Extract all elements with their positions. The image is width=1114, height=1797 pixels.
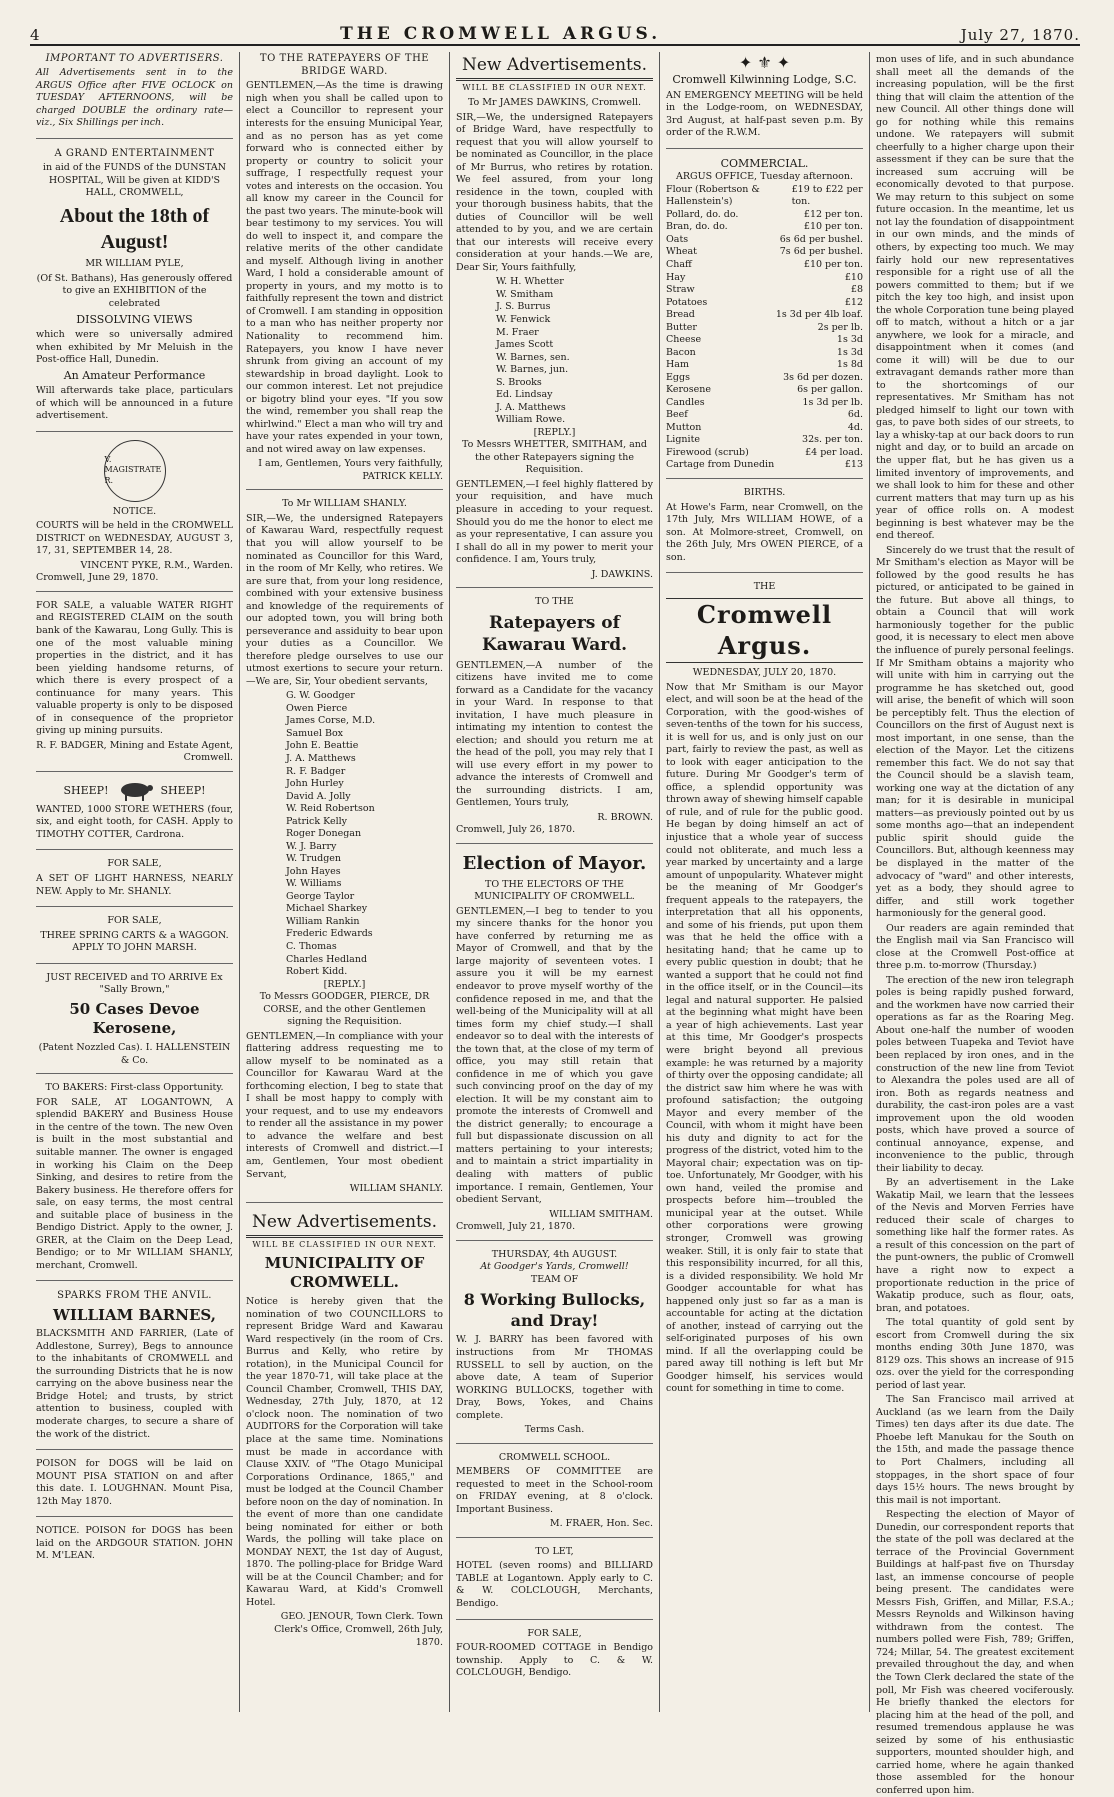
paper-the: THE [753,581,776,593]
poison-notice-2 [36,1525,233,1571]
signatory-name: Robert Kidd. [286,966,348,978]
kawarau-title: Ratepayers of Kawarau Ward. [481,612,628,656]
sheep-header: SHEEP! SHEEP! [36,780,233,802]
commercial-section [666,157,863,479]
price-row [666,297,863,310]
price-value: 4d. [847,421,863,433]
ent-person: MR WILLIAM PYLE, [85,258,184,270]
price-item: Hay [666,271,686,283]
price-item: Butter [666,321,697,333]
lodge-title: Cromwell Kilwinning Lodge, S.C. [672,73,857,87]
sheep-icon [115,780,155,802]
price-row [666,334,863,347]
editorial-continued: mon uses of life, and in such abundance shall meet all the demands of the increasing population, will be the first thing that will claim the attention of the new Council. All other things done will go for nothing while this remains undone. We ratepayers will submit cheerfully to a higher charge upon their assessment if they can be sure that the increased sum accruing will be economically devoted to that purpose. We may return to this subject on some future occasion. In the meantime, let us not lay the foundation of disappointment in our own minds, and the minds of others, by expecting too much. We may fairly hold our new representatives responsible for a right use of all the powers committed to them; but if we pitch the key too high, and insist upon the whole Corporation tune being played off to match, without a hitch or a jar anywhere, we look for a miracle, and disappointment when it comes (and come it will) will be due to our extravagant demands rather more than to the shortcomings of our representatives. Mr Smitham has not pledged himself to light our town with gas, to pave both sides of our streets, to lay a whisky-tap at our back doors to run night and day, or to build an arcade on the upper flat, but he has given us a limited inventory of improvements, and we shall look to him for these and other current matters that may turn up as his year of office rolls on. A modest beginning is best whatever may be the end thereof. [876,54,1074,542]
muni-title: MUNICIPALITY OF CROMWELL. [264,1253,425,1292]
cottage-text: FOUR-ROOMED COTTAGE in Bendigo township. Apply to C. & W. COLCLOUGH, Bendigo. [456,1642,653,1679]
anvil-name: WILLIAM BARNES, [53,1305,216,1324]
bakers-title: TO BAKERS: First-class Opportunity. [45,1082,224,1094]
signatory-name: C. Thomas [286,940,337,952]
signatory-name: Owen Pierce [286,702,348,714]
signatory-name: John Hurley [286,778,344,790]
ward-signature: I am, Gentlemen, Yours very faithfully, PATRICK KELLY. [258,458,443,482]
signatory-name: John Hayes [286,865,341,877]
price-item: Candles [666,396,705,408]
births-text: At Howe's Farm, near Cromwell, on the 17th July, Mrs WILLIAM HOWE, of a son. At Molmore-street, Cromwell, on the 26th July, Mrs OWEN PIERCE, of a son. [666,501,863,563]
signatory-name: William Rowe. [496,414,566,426]
signatory-name: James Corse, M.D. [286,715,376,727]
cottage-for-sale [456,1628,653,1688]
price-row [666,447,863,460]
kawarau-to: TO THE [535,596,574,608]
price-row [666,384,863,397]
price-item: Bran, do. do. [666,221,728,233]
price-row [666,209,863,222]
ward-text: GENTLEMEN,—As the time is drawing nigh when you shall be called upon to elect a Councillor to represent your interests for the ensuing Municipal Year, and as no person has as yet come forward who is connected either by property or country to solicit your suffrage, I respectfully request your votes and interests on the occasion. You all know my career in the Council for the past two years. The minute-book will bear testimony to my services. You will do well to inspect it, and compare the relative merits of the other candidate and myself. Although living in another Ward, I hold a considerable amount of property in yours, and my motto is to faithfully represent the town and district of Cromwell. I am standing in opposition to a man who has neither property nor Nationality to recommend him. Ratepayers, you know I have never shrunk from giving an account of my stewardship in broad daylight. Look to our common interest. Let not prejudice or bigotry blind your eyes. "If you sow the wind, remember you shall reap the whirlwind." Elect a man who will try and have your rates expended in your town, and not wired away on law expenses. [246,80,443,455]
price-row [666,272,863,285]
signatory-name: W. J. Barry [286,840,337,852]
commercial-title: COMMERCIAL. [720,156,809,170]
carts-title: FOR SALE, [107,915,162,927]
signatory-name: M. Fraer [496,326,539,338]
dawkins-signatories [496,276,653,426]
masonic-emblem-icon: ✦ ⚜ ✦ [738,53,791,72]
courts-notice [36,440,233,592]
signatory-name: J. A. Matthews [286,753,356,764]
ferry-charges: By an advertisement in the Lake Wakatip Mail, we learn that the lessees of the Nevis and Morven Ferries have reduced their scale of charges to something like half the former rates. As a result of this concession on the part of the punt-owners, the public of Cromwell have a right now to expect a proportionate reduction in the price of Wakatip produce, such as flour, oats, bran, and potatoes. [876,1177,1074,1314]
school-text: MEMBERS OF COMMITTEE are requested to meet in the School-room on FRIDAY evening, at 8 o'clock. Important Business. [456,1466,653,1515]
signatory-name: R. F. Badger [286,765,346,777]
signatory-name: W. Barnes, jun. [496,364,569,376]
hotel-to-let [456,1546,653,1620]
kerosene-ad [36,972,233,1075]
price-item: Kerosene [666,384,711,396]
mail-notice: Our readers are again reminded that the English mail via San Francisco will close at the Cromwell Post-office at three p.m. to-morrow (Thursday.) [876,922,1074,972]
dray-terms: Terms Cash. [524,1424,585,1436]
price-value: 1s 3d [836,334,863,346]
issue-date: July 27, 1870. [960,26,1080,44]
courts-title: NOTICE. [112,505,157,517]
new-advertisements-sub-2: WILL BE CLASSIFIED IN OUR NEXT. [462,83,647,93]
kawarau-text: GENTLEMEN,—A number of the citizens have invited me to come forward as a Candidate for the vacancy in your Ward. In response to that invitation, I have much pleasure in intimating my intention to contest the election; and should you return me at the head of the poll, you may rely that I will use every effort in my power to advance the interests of Cromwell and the surrounding districts. I am, Gentlemen, Yours truly, [456,659,653,809]
price-item: Wheat [666,246,697,258]
signatory-name: W. Barnes, sen. [496,351,570,363]
telegraph-poles: The erection of the new iron telegraph poles is being rapidly pushed forward, and the workmen have now carried their operations as far as the Roaring Meg. About one-half the number of wooden poles between Tuapeka and Teviot have been replaced by iron ones, and in the construction of the new line from Teviot to Alexandra the poles used are all of iron. Both as regards neatness and durability, the cast-iron poles are a vast improvement upon the old wooden posts, which have proved a source of continual annoyance, expense, and inconvenience to the public, through their liability to decay. [876,974,1074,1174]
carts-text: THREE SPRING CARTS & a WAGGON. APPLY TO JOHN MARSH. [40,929,229,954]
price-row [666,234,863,247]
column-4 [660,52,870,1712]
muni-signature: GEO. JENOUR, Town Clerk. Town Clerk's Office, Cromwell, 26th July, 1870. [274,1611,443,1648]
lodge-text: AN EMERGENCY MEETING will be held in the Lodge-room, on WEDNESDAY, 3rd August, at half-past seven p.m. By order of the R.W.M. [666,89,863,139]
ent-date: About the 18th of August! [59,204,210,254]
price-item: Flour (Robertson & Hallenstein's) [666,183,760,208]
courts-text: COURTS will be held in the CROMWELL DISTRICT on WEDNESDAY, AUGUST 3, 17, 31, SEPTEMBER 14, 28. [36,520,233,557]
column-5 [870,52,1080,1796]
signatory-name: Patrick Kelly [286,815,348,827]
dawkins-reply-to: To Messrs WHETTER, SMITHAM, and the other Ratepayers signing the Requisition. [462,439,647,476]
price-item: Straw [666,284,695,296]
anvil-ad [36,1289,233,1450]
ent-views: DISSOLVING VIEWS [76,312,193,326]
page-number: 4 [30,26,41,44]
bakers-ad [36,1082,233,1281]
commercial-sub: ARGUS OFFICE, Tuesday afternoon. [675,171,854,183]
new-advertisements-heading: New Advertisements. [246,1211,443,1238]
hotel-title: TO LET, [535,1545,574,1557]
shanly-reply-heading: [REPLY.] [323,978,366,990]
dray-place: At Goodger's Yards, Cromwell! [480,1261,629,1273]
ward-heading: TO THE RATEPAYERS OF THE BRIDGE WARD. [259,53,430,78]
column-1 [30,52,240,1712]
signatory-name: Frederic Edwards [286,928,373,940]
signatory-name: Charles Hedland [286,953,368,965]
price-row [666,422,863,435]
price-value: 6s 6d per bushel. [779,233,863,245]
new-advertisements-sub: WILL BE CLASSIFIED IN OUR NEXT. [252,1240,437,1250]
price-value: £10 per ton. [803,258,863,270]
price-row [666,221,863,234]
kerosene-signature: (Patent Nozzled Cas). I. HALLENSTEIN & Co. [38,1042,231,1066]
signatory-name: W. Williams [286,878,342,890]
bullocks-auction [456,1249,653,1444]
signatory-name: Roger Donegan [286,828,362,840]
signatory-name: W. Fenwick [496,314,551,326]
price-value: 1s 8d [836,359,863,371]
price-value: 1s 3d per 4lb loaf. [775,309,863,321]
price-value: £12 per ton. [803,208,863,220]
ent-text4: Will afterwards take place, particulars of which will be announced in a future advertisement. [36,385,233,422]
price-row [666,284,863,297]
dray-text: W. J. BARRY has been favored with instructions from Mr THOMAS RUSSELL to sell by auction, on the above date, A team of Superior WORKING BULLOCKS, together with Dray, Bows, Yokes, and Chains complete. [456,1334,653,1421]
signatory-name: Samuel Box [286,727,344,739]
price-item: Chaff [666,258,692,270]
signatory-name: David A. Jolly [286,790,351,802]
price-row [666,359,863,372]
price-row [666,397,863,410]
signatory-name: W. Smitham [496,288,554,300]
entertainment-ad [36,147,233,432]
kerosene-text: JUST RECEIVED and TO ARRIVE Ex "Sally Brown," [46,971,223,996]
price-item: Mutton [666,421,702,433]
price-item: Ham [666,359,689,371]
muni-text: Notice is hereby given that the nomination of two COUNCILLORS to represent Bridge Ward and Kawarau Ward respectively (in the room of Crs. Burrus and Kelly, who retire by rotation), in the Municipal Council for the year 1870-71, will take place at the Council Chamber, Cromwell, THIS DAY, Wednesday, 27th July, 1870, at 12 o'clock noon. The nomination of two AUDITORS for the Corporation will take place at the same time. Nominations must be made in accordance with Clause XXIV. of "The Otago Municipal Corporations Ordinance, 1865," and must be lodged at the Council Chamber before noon on the day of nomination. In the event of more than one candidate being nominated for either or both Wards, the polling will take place on MONDAY NEXT, the 1st day of August, 1870. The polling-place for Bridge Ward will be at the Council Chamber; and for Kawarau Ward, at Kidd's Cromwell Hotel. [246,1296,443,1608]
births-title: BIRTHS. [743,487,786,499]
ent-amateur: An Amateur Performance [63,368,206,382]
anvil-text: BLACKSMITH AND FARRIER, (Late of Addlestone, Surrey), Begs to announce to the inhabitants of CROMWELL and the surrounding Districts that he is now carrying on the above business near the Bridge Hotel; and trusts, by strict attention to business, coupled with moderate charges, to secure a share of the work of the district. [36,1328,233,1440]
paper-date: WEDNESDAY, JULY 20, 1870. [692,667,837,679]
price-value: 6s per gallon. [797,384,863,396]
bridge-ward-letter [246,52,443,490]
price-item: Firewood (scrub) [666,446,749,458]
signatory-name: James Scott [496,339,554,351]
price-value: £10 [844,271,863,283]
births-section [666,487,863,573]
sheep-text: WANTED, 1000 STORE WETHERS (four, six, and eight tooth, for CASH. Apply to TIMOTHY COTTER, Cardrona. [36,803,233,840]
advertisers-notice [36,52,233,139]
price-value: £13 [844,459,863,471]
price-row [666,347,863,360]
mayor-heading: TO THE ELECTORS OF THE MUNICIPALITY OF CROMWELL. [474,878,635,903]
price-value: 1s 3d [836,346,863,358]
notice-title: IMPORTANT TO ADVERTISERS. [45,53,224,64]
price-value: 2s per lb. [817,321,863,333]
shanly-reply-signature: WILLIAM SHANLY. [349,1183,443,1195]
royal-seal-icon: V. MAGISTRATE R. [104,440,166,502]
dunedin-mayor-election: Respecting the election of Mayor of Dunedin, our correspondent reports that the state of the poll was declared at the terrace of the Provincial Government Buildings at half-past five on Thursday last, an immense concourse of people being present. The candidates were Messrs Fish, Griffen, and Millar, F.S.A.; Messrs Reynolds and Wilkinson having withdrawn from the contest. The numbers polled were Fish, 789; Griffen, 724; Millar, 54. The greatest excitement prevailed throughout the day, and when the Town Clerk declared the state of the poll, Mr Fish was cheered vociferously. He briefly thanked the electors for placing him at the head of the poll, and resumed tremendous applause he was seized by some of his enthusiastic supporters, mounted shoulder high, and carried home, where he again thanked those assembled for the honour conferred upon him. [876,1509,1074,1796]
price-value: £12 [844,296,863,308]
price-item: Beef [666,409,688,421]
signatory-name: W. Trudgen [286,853,342,865]
price-item: Bread [666,309,695,321]
price-row [666,309,863,322]
newspaper-title: THE CROMWELL ARGUS. [340,24,662,44]
signatory-name: John E. Beattie [286,740,359,752]
mayor-date: Cromwell, July 21, 1870. [456,1221,576,1233]
shanly-text: SIR,—We, the undersigned Ratepayers of Kawarau Ward, respectfully request that you will allow yourself to be nominated as Councillor for this Ward, in the room of Mr Kelly, who retires. We are sure that, from your long residence, combined with your extensive business and knowledge of the requirements of our adopted town, you will bring both perseverance and assiduity to bear upon your duties as a Councillor. We therefore pledge ourselves to use our utmost exertions to secure your return.—We are, Sir, Your obedient servants, [246,512,443,687]
dawkins-requisition [456,97,653,588]
water-right-ad [36,600,233,772]
dawkins-signature: J. DAWKINS. [591,568,653,580]
price-row [666,459,863,472]
paper-nameplate: Cromwell Argus. [666,598,863,663]
dawkins-text: SIR,—We, the undersigned Ratepayers of Bridge Ward, have respectfully to request that you will allow yourself to be nominated as Councillor, in the place of Mr Burrus, who retires by rotation. We feel assured, from your long residence in the town, coupled with your thorough business habits, that the duties of Councillor will be well attended to by you, and we are certain that our interests will receive every consideration at your hands.—We are, Dear Sir, Yours faithfully, [456,111,653,273]
price-value: £19 to £22 per ton. [791,183,863,208]
price-row [666,409,863,422]
kawarau-date: Cromwell, July 26, 1870. [456,824,576,836]
bakers-text: FOR SALE, AT LOGANTOWN, A splendid BAKERY and Business House in the centre of the town. The new Oven is built in the most substantial and suitable manner. The owner is engaged in working his Claim on the Deep Sinking, and desires to retire from the Bakery business. He therefore offers for sale, on easy terms, the most central and suitable place of business in the Bendigo District. Apply to the owner, J. GRER, at the Claim on the Deep Lead, Bendigo; or to Mr WILLIAM SHANLY, merchant, Cromwell. [36,1096,233,1271]
lodge-notice [666,52,863,149]
cottage-title: FOR SALE, [527,1627,582,1639]
new-advertisements-heading-2: New Advertisements. [456,54,653,81]
price-value: 1s 3d per lb. [802,396,863,408]
signatory-name: W. H. Whetter [496,276,564,288]
ent-text3: which were so universally admired when exhibited by Mr Meluish in the Post-office Hall, Dunedin. [36,329,233,366]
poison-text-1: POISON for DOGS will be laid on MOUNT PISA STATION on and after this date. I. LOUGHNAN. Mount Pisa, 12th May 1870. [36,1458,233,1507]
price-item: Cheese [666,334,702,346]
kawarau-signature: R. BROWN. [597,811,653,823]
column-2 [240,52,450,1712]
notice-text: All Advertisements sent in to the ARGUS Office after FIVE OCLOCK on TUESDAY AFTERNOONS, will be charged DOUBLE the ordinary rate—viz., Six Shillings per inch. [36,67,233,129]
price-item: Eggs [666,371,690,383]
kerosene-big: 50 Cases Devoe Kerosene, [69,999,200,1038]
mayor-title: Election of Mayor. [462,853,647,875]
municipality-notice [246,1254,443,1655]
signatory-name: Michael Sharkey [286,903,368,915]
sheep-ad [36,780,233,851]
price-row [666,246,863,259]
dawkins-heading: To Mr JAMES DAWKINS, Cromwell. [467,96,642,108]
price-item: Pollard, do. do. [666,208,739,220]
dawkins-reply-text: GENTLEMEN,—I feel highly flattered by your requisition, and have much pleasure in acceding to your request. Should you do me the honor to elect me as your representative, I can assure you I shall do all in my power to merit your confidence. I am, Yours truly, [456,478,653,566]
price-value: 32s. per ton. [802,434,863,446]
mayor-text: GENTLEMEN,—I beg to tender to you my sincere thanks for the honor you have conferred by returning me as Mayor of Cromwell, and that by the large majority of seventeen votes. I assure you it will be my earnest endeavor to prove myself worthy of the confidence reposed in me, and that the well-being of the Municipality will at all times form my chief study.—I shall endeavor so to deal with the interests of the town that, at the close of my term of office, you may still retain that confidence in me of which you gave such convincing proof on the day of my election. It will be my constant aim to promote the interests of Cromwell and the district generally; to encourage a full but dispassionate discussion on all matters pertaining to your interests; and to maintain a strict impartiality in dealing with matters of public importance. I remain, Gentlemen, Your obedient Servant, [456,905,653,1206]
harness-text: A SET OF LIGHT HARNESS, NEARLY NEW. Apply to Mr. SHANLY. [36,872,233,897]
dray-date: THURSDAY, 4th AUGUST. [491,1248,618,1260]
mayor-election [456,852,653,1241]
kawarau-ratepayers [456,596,653,844]
leader-article: Now that Mr Smitham is our Mayor elect, and will soon be at the head of the Corporation, with the good-wishes of seven-tenths of the town for his success, it is well for us, and is only just on our part, fairly to review the past, as well as to look with eager anticipation to the future. During Mr Goodger's term of office, a splendid opportunity was thrown away of shewing himself capable of rule, and of rule for the public good. He began by doing himself an act of injustice that a whole year of success could not obliterate, and much less a year marked by uncertainty and a large amount of unpopularity. Whatever might be the meaning of Mr Goodger's frequent appeals to the ratepayers, the interpretation that all his opponents, and some of his friends, put upon them was that he held the office with a hesitating hand; that he came up to every public question in doubt; that he wanted a support that he could not find in the office itself, or in the Council—its legal and natural supporter. He palsied at the beginning what might have been a year of high achievements. Last year at this time, Mr Goodger's prospects were bright beyond all previous example: he was returned by a majority of thirty over the opposing candidate; all the district saw him where he was with profound satisfaction; the outgoing Mayor and every member of the Council, with whom it might have been his duty and dignity to act for the progress of the district, voted him to the Mayoral chair; expectation was on tip-toe. Unfortunately, Mr Goodger, with his own hand, veiled the promise and prospects before him—troubled the municipal year at the outset. While other corporations were growing stronger, Cromwell was growing weaker. Still, it is only fair to state that this responsibility incurred, for all this, is a divided responsibility. We hold Mr Goodger accountable for what has happened only just so far as a man is accountable for acting at the dictation of another, instead of carrying out the self-originated purposes of his own mind. If all the overlapping could be pared away till nothing is left but Mr Goodger himself, his services would count for something in time to come. [666,681,863,1395]
dray-title: 8 Working Bullocks, and Dray! [463,1290,646,1331]
mayor-signature: WILLIAM SMITHAM. [549,1208,653,1220]
price-value: £10 per ton. [803,221,863,233]
ent-text2: (Of St. Bathans), Has generously offered to give an EXHIBITION of the celebrated [36,272,233,309]
harness-title: FOR SALE, [107,858,162,870]
price-value: 3s 6d per dozen. [783,371,863,383]
hotel-text: HOTEL (seven rooms) and BILLIARD TABLE at Logantown. Apply early to C. & W. COLCLOUGH, Merchants, Bendigo. [456,1560,653,1610]
ent-title: A GRAND ENTERTAINMENT [54,147,215,159]
price-row [666,322,863,335]
water-signature: R. F. BADGER, Mining and Estate Agent, Cromwell. [36,739,233,764]
signatory-name: William Rankin [286,915,360,927]
school-title: CROMWELL SCHOOL. [498,1451,611,1463]
dray-team: TEAM OF [530,1273,579,1285]
school-signature: M. FRAER, Hon. Sec. [549,1518,653,1530]
signatory-name: W. Reid Robertson [286,803,375,815]
price-value: £4 per load. [805,446,863,458]
shanly-reply-to: To Messrs GOODGER, PIERCE, DR CORSE, and the other Gentlemen signing the Requisition. [259,991,430,1028]
shanly-signatories [286,690,443,978]
signatory-name: George Taylor [286,890,355,902]
price-item: Potatoes [666,296,708,308]
shanly-requisition [246,498,443,1202]
dawkins-reply-heading: [REPLY.] [533,426,576,438]
water-text: FOR SALE, a valuable WATER RIGHT and REGISTERED CLAIM on the south bank of the Kawarau, Long Gully. This is one of the most valuable mining properties in the district, and it has been yielding handsome returns, of which there is every prospect of a continuance for many years. This valuable property is only to be disposed of in consequence of the proprietor giving up mining pursuits. [36,599,233,737]
signatory-name: Ed. Lindsay [496,389,553,401]
price-item: Lignite [666,434,701,446]
signatory-name: J. A. Matthews [496,401,566,413]
price-list [666,184,863,472]
masthead [30,18,1080,46]
signatory-name: J. S. Burrus [496,301,551,313]
harness-ad [36,858,233,907]
poison-text-2: NOTICE. POISON for DOGS has been laid on the ARDGOUR STATION. JOHN M. M'LEAN. [36,1525,233,1562]
price-row [666,372,863,385]
price-item: Oats [666,233,689,245]
price-row [666,434,863,447]
price-item: Bacon [666,346,696,358]
signatory-name: G. W. Goodger [286,690,355,702]
poison-notice-1 [36,1458,233,1517]
editorial-council: Sincerely do we trust that the result of Mr Smitham's election as Mayor will be followed by the good results he has pictured, or anticipated to be gained in the future. But above all things, to obtain a Council that will work harmoniously together for the public good, it is necessary to elect men above the influence of purely personal feelings. If Mr Smitham obtains a majority who will unite with him in carrying out the programme he has sketched out, good will arise, the benefit of which will soon be perceptibly felt. Thus the election of Councillors on the first of August next is most important, in one sense, than the election of the Mayor. Let the citizens remember this fact. We do not say that the Council should be a slavish team, working one way at the dictation of any man; for it is desirable in municipal matters—as previously pointed out by us some months ago—that an independent public spirit should guide the Councillors. But, although keenness may be displayed in the matter of the advocacy of "ward" and other interests, yet as a body, they should agree to differ, and still work together harmoniously for the general good. [876,544,1074,920]
courts-signature: VINCENT PYKE, R.M., Warden. [80,559,233,571]
price-row [666,259,863,272]
courts-date: Cromwell, June 29, 1870. [36,572,159,584]
anvil-title: SPARKS FROM THE ANVIL. [57,1290,212,1302]
column-3 [450,52,660,1712]
price-row [666,184,863,209]
san-francisco-mail: The San Francisco mail arrived at Auckland (as we learn from the Daily Times) ten days after its due date. The Phoebe left Manukau for the South on the 15th, and made the passage thence to Port Chalmers, including all stoppages, in the short space of four days 15½ hours. The news brought by this mail is not important. [876,1394,1074,1506]
carts-ad [36,915,233,964]
signatory-name: S. Brooks [496,376,542,388]
gold-escort: The total quantity of gold sent by escort from Cromwell during the six months ending 30th June 1870, was 8129 ozs. This shows an increase of 915 ozs. over the yield for the corresponding period of last year. [876,1317,1074,1391]
columns [30,52,1080,1796]
school-notice [456,1452,653,1538]
price-value: £8 [850,284,863,296]
price-value: 7s 6d per bushel. [779,246,863,258]
shanly-heading: To Mr WILLIAM SHANLY. [282,498,407,510]
price-value: 6d. [847,409,863,421]
price-item: Cartage from Dunedin [666,459,775,471]
shanly-reply-text: GENTLEMEN,—In compliance with your flattering address requesting me to allow myself to be nominated as a Councillor for Kawarau Ward at the forthcoming election, I beg to state that I shall be most happy to comply with your request, and to use my endeavors to render all the assistance in my power to advance the welfare and best interests of Cromwell and district.—I am, Gentlemen, Your most obedient Servant, [246,1030,443,1180]
ent-text1: in aid of the FUNDS of the DUNSTAN HOSPITAL, Will be given at KIDD'S HALL, CROMWELL, [42,162,227,199]
